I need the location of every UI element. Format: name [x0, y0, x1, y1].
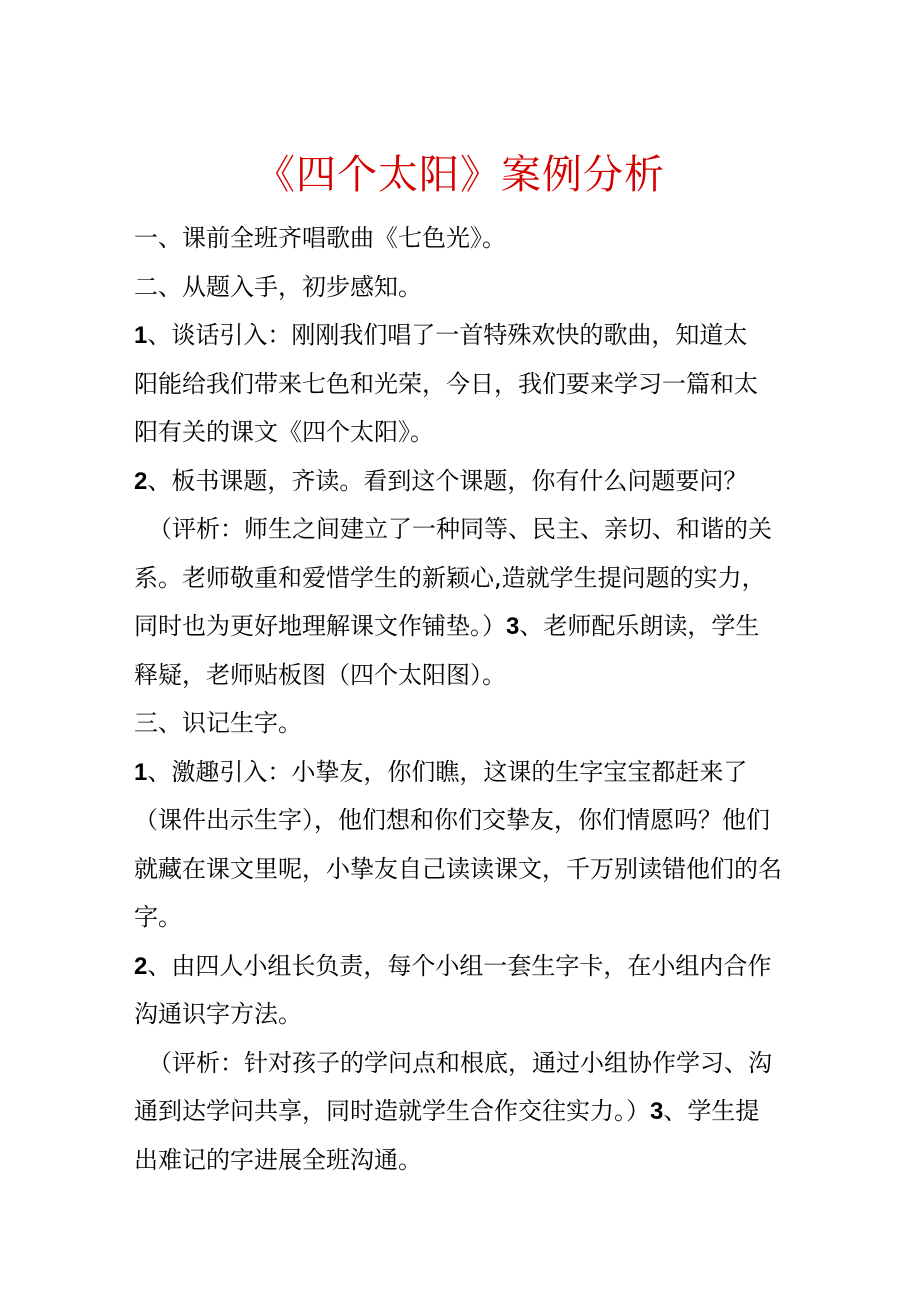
item-number: 1	[134, 322, 148, 349]
line-text: 二、从题入手，初步感知。	[134, 272, 422, 301]
text-line	[134, 263, 794, 312]
item-number: 2	[134, 467, 148, 495]
line-text: 、激趣引入：小挚友，你们瞧，这课的生字宝宝都赶来了	[147, 757, 748, 786]
item-number: 2	[134, 952, 148, 980]
text-line	[134, 1136, 794, 1185]
line-text: 、学生提	[663, 1097, 760, 1125]
text-line	[134, 1087, 794, 1136]
text-line	[134, 845, 794, 894]
text-line	[134, 699, 794, 748]
text-line	[134, 311, 794, 360]
document-title: 《四个太阳》案例分析	[255, 152, 665, 198]
text-line	[134, 408, 794, 457]
line-text: 、老师配乐朗读，学生	[519, 612, 760, 640]
line-text: 系。老师敬重和爱惜学生的新颖心,造就学生提问题的实力，	[134, 563, 766, 592]
text-line	[134, 554, 794, 603]
text-line	[134, 360, 794, 409]
text-line	[134, 1039, 794, 1088]
text-line	[134, 214, 794, 263]
line-text: 释疑，老师贴板图（四个太阳图）。	[134, 660, 506, 689]
line-text: 三、识记生字。	[134, 709, 302, 737]
text-line	[134, 602, 794, 651]
line-text: （评析：针对孩子的学问点和根底，通过小组协作学习、沟	[148, 1048, 772, 1077]
item-number: 3	[506, 613, 520, 640]
line-text: 同时也为更好地理解课文作铺垫。）	[134, 612, 506, 640]
text-line	[134, 893, 794, 942]
line-text: 阳能给我们带来七色和光荣，今日，我们要来学习一篇和太	[134, 369, 758, 398]
line-text: （评析：师生之间建立了一种同等、民主、亲切、和谐的关	[148, 515, 772, 543]
item-number: 3	[650, 1098, 664, 1125]
text-line	[134, 457, 794, 506]
line-text: 沟通识字方法。	[134, 1000, 302, 1028]
text-line	[134, 990, 794, 1039]
document-body	[134, 214, 794, 1184]
line-text: 一、课前全班齐唱歌曲《七色光》。	[134, 224, 506, 252]
text-line	[134, 942, 794, 991]
line-text: 、板书课题，齐读。看到这个课题，你有什么问题要问？	[147, 466, 748, 495]
line-text: 、由四人小组长负责，每个小组一套生字卡，在小组内合作	[147, 951, 772, 980]
text-line	[134, 651, 794, 700]
line-text: 通到达学问共享，同时造就学生合作交往实力。）	[134, 1097, 650, 1125]
line-text: 就藏在课文里呢，小挚友自己读读课文，千万别读错他们的名	[134, 854, 782, 883]
text-line	[134, 505, 794, 554]
text-line	[134, 796, 794, 845]
line-text: （课件出示生字），他们想和你们交挚友，你们情愿吗？他们	[134, 806, 770, 834]
item-number: 1	[134, 758, 148, 786]
line-text: 出难记的字进展全班沟通。	[134, 1145, 422, 1174]
line-text: 阳有关的课文《四个太阳》。	[134, 418, 434, 446]
text-line	[134, 748, 794, 797]
line-text: 字。	[134, 903, 182, 931]
line-text: 、谈话引入：刚刚我们唱了一首特殊欢快的歌曲，知道太	[147, 321, 748, 349]
